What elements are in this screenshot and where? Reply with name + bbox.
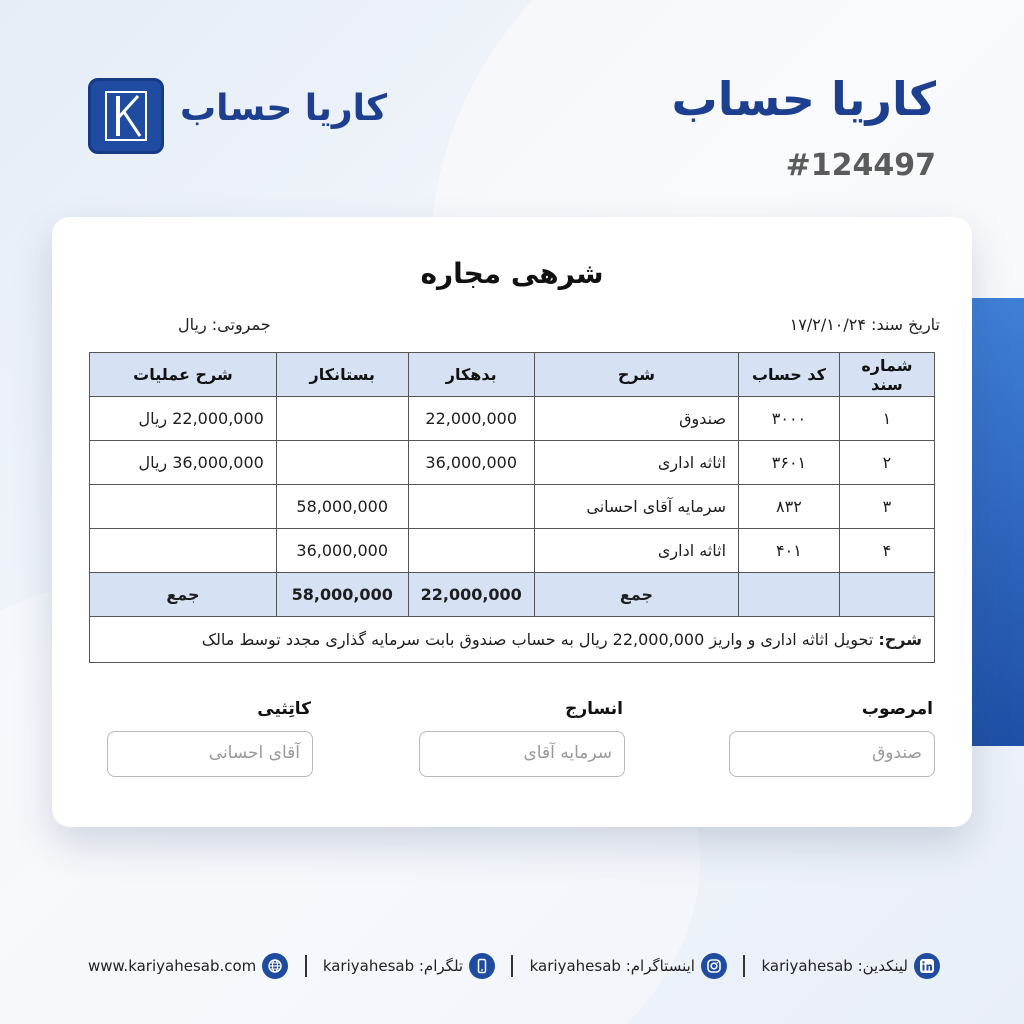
k-logo-icon xyxy=(88,78,164,154)
column-header-credit: بستانکار xyxy=(276,353,408,397)
signature-field[interactable]: سرمایه آقای xyxy=(419,731,625,777)
signature-label: امرصوب xyxy=(861,699,933,719)
side-accent-bar xyxy=(968,298,1024,746)
cell-account-code: ۴۰۱ xyxy=(739,529,840,573)
cell-credit xyxy=(276,397,408,441)
logo-text: کاریا حساب xyxy=(180,88,388,129)
signature-prepared xyxy=(107,699,313,777)
column-header-description: شرح xyxy=(534,353,738,397)
description-label: شرح: xyxy=(878,630,922,649)
voucher-currency: جمروتی: ریال xyxy=(178,315,271,334)
cell-total-debit: 22,000,000 xyxy=(408,573,534,617)
cell-credit: 36,000,000 xyxy=(276,529,408,573)
cell-operation: 36,000,000 ریال xyxy=(90,441,277,485)
cell-operation xyxy=(90,485,277,529)
footer-telegram[interactable] xyxy=(323,953,495,979)
cell-operation xyxy=(90,529,277,573)
footer-telegram-text: تلگرام: kariyahesab xyxy=(322,957,464,975)
column-header-doc-no: شماره سند xyxy=(839,353,934,397)
table-row xyxy=(90,397,935,441)
footer-instagram-text: اینستاگرام: kariyahesab xyxy=(529,957,695,975)
cell-total-credit: 58,000,000 xyxy=(276,573,408,617)
cell-debit xyxy=(408,485,534,529)
table-row xyxy=(90,441,935,485)
footer-instagram[interactable] xyxy=(530,953,727,979)
document-number: #124497 xyxy=(785,148,936,183)
signature-reviewed xyxy=(419,699,625,777)
signature-field[interactable]: آقای احسانی xyxy=(107,731,313,777)
cell-debit: 36,000,000 xyxy=(408,441,534,485)
cell-account-code: ۸۳۲ xyxy=(739,485,840,529)
cell-account-code: ۳۶۰۱ xyxy=(739,441,840,485)
ledger-table xyxy=(89,352,935,663)
linkedin-icon xyxy=(914,953,940,979)
cell-debit: 22,000,000 xyxy=(408,397,534,441)
column-header-account-code: کد حساب xyxy=(739,353,840,397)
table-row xyxy=(90,485,935,529)
cell-total-empty xyxy=(739,573,840,617)
cell-total-label: جمع xyxy=(534,573,738,617)
globe-icon xyxy=(262,953,288,979)
footer-linkedin[interactable] xyxy=(762,953,941,979)
signature-label: کاتِثیی xyxy=(257,699,311,719)
footer-separator xyxy=(511,955,513,977)
footer-contacts xyxy=(88,950,940,982)
footer-separator xyxy=(743,955,745,977)
cell-total-op-label: جمع xyxy=(90,573,277,617)
signature-label: انسارج xyxy=(565,699,623,719)
description-text: تحویل اثاثه اداری و واریز 22,000,000 ریال به حساب صندوق بابت سرمایه گذاری مجدد توسط مالک xyxy=(201,630,874,649)
table-row xyxy=(90,529,935,573)
cell-description: صندوق xyxy=(534,397,738,441)
footer-website-text: www.kariyahesab.com xyxy=(88,957,257,975)
table-header-row xyxy=(90,353,935,397)
column-header-operation: شرح عملیات xyxy=(90,353,277,397)
table-description-row xyxy=(90,617,935,663)
cell-description: سرمایه آقای احسانی xyxy=(534,485,738,529)
table-total-row xyxy=(90,573,935,617)
cell-credit xyxy=(276,441,408,485)
column-header-debit: بدهکار xyxy=(408,353,534,397)
cell-voucher-description xyxy=(90,617,935,663)
telegram-icon xyxy=(469,953,495,979)
signature-approved xyxy=(729,699,935,777)
footer-separator xyxy=(305,955,307,977)
footer-website[interactable] xyxy=(88,953,288,979)
cell-description: اثاثه اداری xyxy=(534,441,738,485)
cell-operation: 22,000,000 ریال xyxy=(90,397,277,441)
voucher-date: تاریخ سند: ۱۷/۲/۱۰/۲۴ xyxy=(789,315,940,334)
cell-doc-no: ۴ xyxy=(839,529,934,573)
footer-linkedin-text: لینکدین: kariyahesab xyxy=(761,957,908,975)
cell-credit: 58,000,000 xyxy=(276,485,408,529)
signature-field[interactable]: صندوق xyxy=(729,731,935,777)
cell-debit xyxy=(408,529,534,573)
voucher-title: شرهی مجاره xyxy=(420,257,604,290)
cell-account-code: ۳۰۰۰ xyxy=(739,397,840,441)
cell-doc-no: ۲ xyxy=(839,441,934,485)
cell-total-empty xyxy=(839,573,934,617)
brand-title: کاریا حساب xyxy=(671,72,936,126)
voucher-card xyxy=(52,217,972,827)
cell-doc-no: ۳ xyxy=(839,485,934,529)
instagram-icon xyxy=(701,953,727,979)
cell-doc-no: ۱ xyxy=(839,397,934,441)
cell-description: اثاثه اداری xyxy=(534,529,738,573)
